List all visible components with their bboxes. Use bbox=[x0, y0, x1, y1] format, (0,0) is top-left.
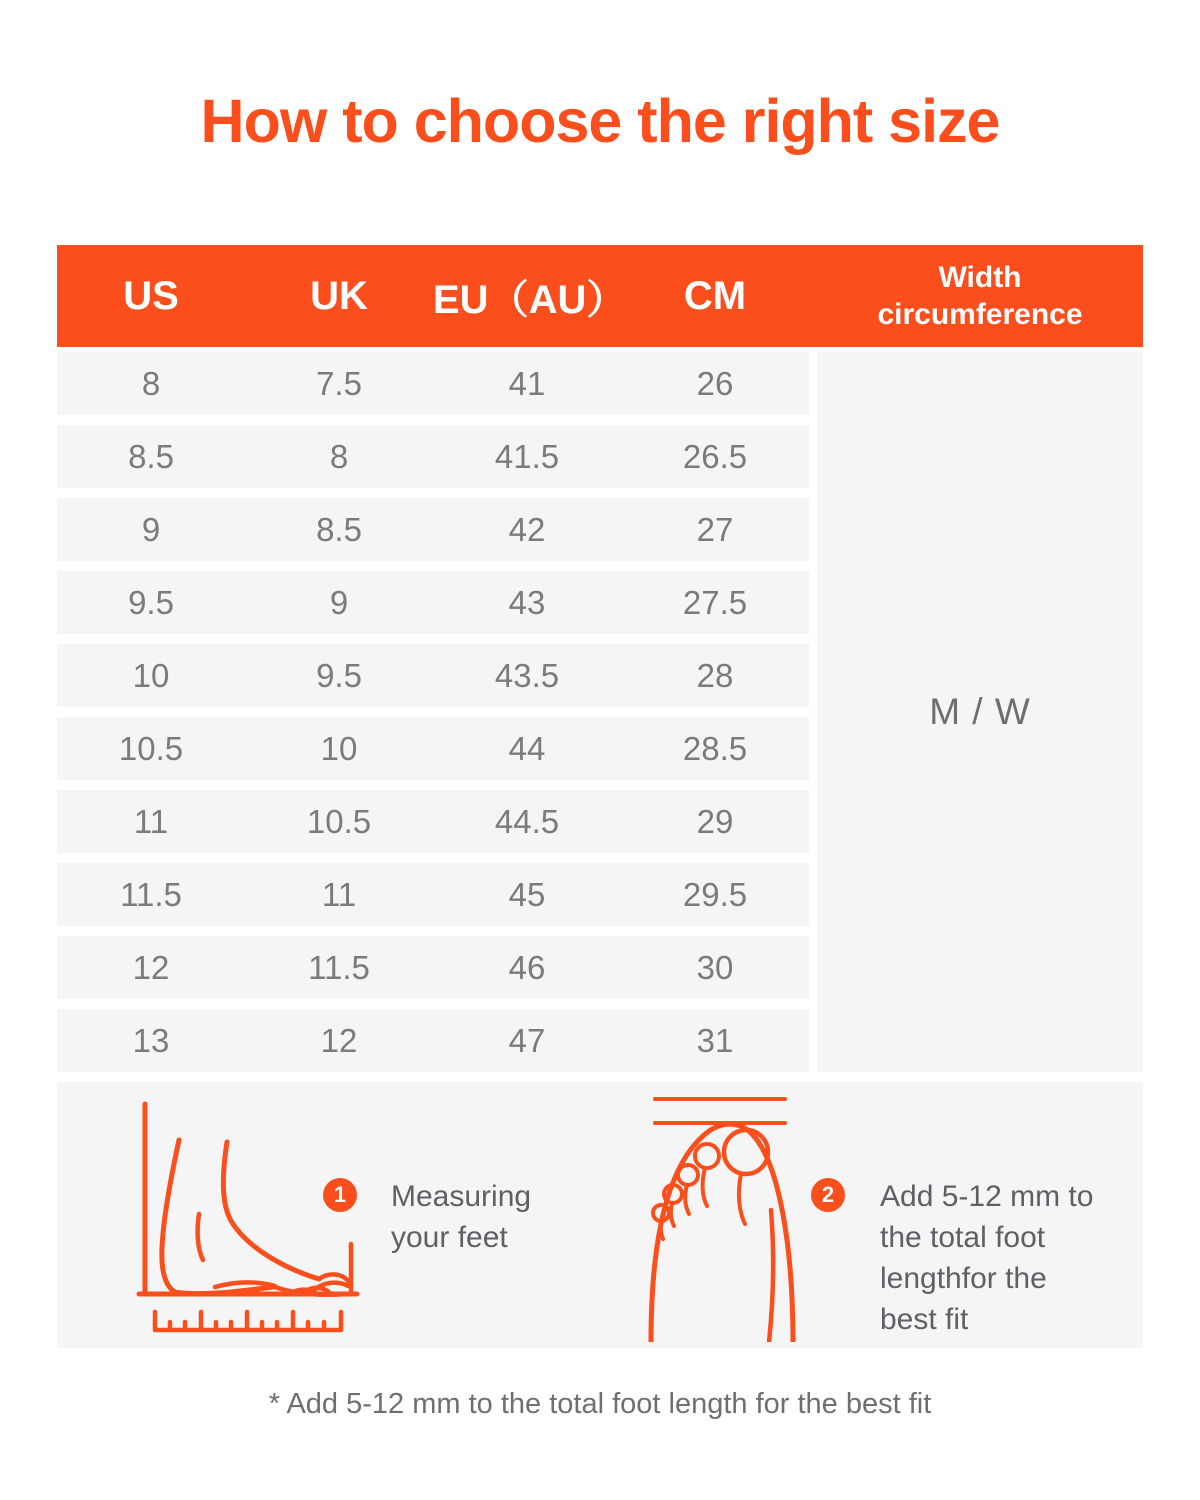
cell-us: 9.5 bbox=[128, 583, 174, 621]
cell-eu: 41.5 bbox=[494, 437, 560, 475]
header-cell-us: US bbox=[123, 273, 179, 318]
size-table-body bbox=[57, 352, 1143, 1072]
cell-us: 13 bbox=[132, 1021, 170, 1059]
step-1-text bbox=[391, 1176, 531, 1258]
cell-uk: 10.5 bbox=[306, 802, 372, 840]
header-cell-width-circumference bbox=[817, 259, 1143, 333]
step-1-line: your feet bbox=[391, 1221, 508, 1254]
step-2-line: best fit bbox=[880, 1303, 969, 1336]
step-2-line: lengthfor the bbox=[880, 1262, 1047, 1295]
cell-eu: 45 bbox=[508, 875, 546, 913]
table-row bbox=[57, 425, 809, 488]
cell-cm: 31 bbox=[696, 1021, 734, 1059]
table-row bbox=[57, 644, 809, 707]
cell-eu: 43 bbox=[508, 583, 546, 621]
column-gap bbox=[809, 352, 817, 1072]
cell-uk: 9 bbox=[329, 583, 349, 621]
cell-eu: 46 bbox=[508, 948, 546, 986]
step-1-number: 1 bbox=[333, 1182, 347, 1207]
table-row bbox=[57, 571, 809, 634]
cell-uk: 11 bbox=[321, 875, 357, 913]
size-rows bbox=[57, 352, 809, 1072]
header-cell-cm: CM bbox=[683, 273, 747, 318]
step-2-text bbox=[880, 1176, 1093, 1340]
cell-uk: 7.5 bbox=[316, 364, 362, 402]
cell-cm: 27 bbox=[696, 510, 734, 548]
step-1-badge bbox=[323, 1178, 357, 1212]
how-to-measure-section bbox=[57, 1082, 1143, 1348]
table-row bbox=[57, 498, 809, 561]
foot-top-view-measure-icon bbox=[645, 1090, 805, 1342]
cell-uk: 8 bbox=[329, 437, 349, 475]
cell-cm: 29.5 bbox=[682, 875, 748, 913]
cell-cm: 26.5 bbox=[682, 437, 748, 475]
cell-us: 10.5 bbox=[118, 729, 184, 767]
footnote: * Add 5-12 mm to the total foot length for the best fit bbox=[268, 1388, 932, 1420]
cell-us: 12 bbox=[132, 948, 170, 986]
table-row bbox=[57, 1009, 809, 1072]
cell-us: 9 bbox=[141, 510, 161, 548]
cell-uk: 10 bbox=[320, 729, 358, 767]
table-row bbox=[57, 352, 809, 415]
cell-uk: 11.5 bbox=[308, 948, 370, 986]
cell-cm: 30 bbox=[696, 948, 734, 986]
cell-us: 11 bbox=[133, 802, 169, 840]
step-1-line: Measuring bbox=[391, 1180, 532, 1213]
cell-us: 8.5 bbox=[128, 437, 174, 475]
cell-uk: 12 bbox=[320, 1021, 358, 1059]
table-row bbox=[57, 863, 809, 926]
table-row bbox=[57, 717, 809, 780]
step-2-badge bbox=[811, 1178, 845, 1212]
foot-side-view-ruler-icon bbox=[115, 1096, 365, 1336]
cell-eu: 41 bbox=[508, 364, 546, 402]
cell-us: 8 bbox=[141, 364, 161, 402]
cell-cm: 26 bbox=[696, 364, 734, 402]
cell-cm: 29 bbox=[696, 802, 734, 840]
cell-cm: 28.5 bbox=[682, 729, 748, 767]
cell-cm: 28 bbox=[696, 656, 734, 694]
size-table-header bbox=[57, 245, 1143, 347]
header-cell-eu-au: EU（AU） bbox=[433, 277, 627, 322]
width-circumference-value-cell: M / W bbox=[817, 352, 1143, 1072]
header-cell-uk: UK bbox=[310, 273, 368, 318]
step-2-line: the total foot bbox=[880, 1221, 1046, 1254]
table-row bbox=[57, 790, 809, 853]
cell-eu: 44.5 bbox=[494, 802, 560, 840]
cell-eu: 43.5 bbox=[494, 656, 560, 694]
cell-eu: 47 bbox=[508, 1021, 546, 1059]
cell-uk: 8.5 bbox=[316, 510, 362, 548]
cell-eu: 42 bbox=[508, 510, 546, 548]
cell-us: 11.5 bbox=[120, 875, 182, 913]
page-title: How to choose the right size bbox=[200, 87, 1000, 155]
cell-us: 10 bbox=[132, 656, 170, 694]
step-2-line: Add 5-12 mm to bbox=[880, 1180, 1094, 1213]
cell-eu: 44 bbox=[508, 729, 546, 767]
table-row bbox=[57, 936, 809, 999]
cell-cm: 27.5 bbox=[682, 583, 748, 621]
step-2-number: 2 bbox=[821, 1182, 835, 1207]
cell-uk: 9.5 bbox=[316, 656, 362, 694]
width-circumference-label: Width circumference bbox=[877, 261, 1083, 331]
